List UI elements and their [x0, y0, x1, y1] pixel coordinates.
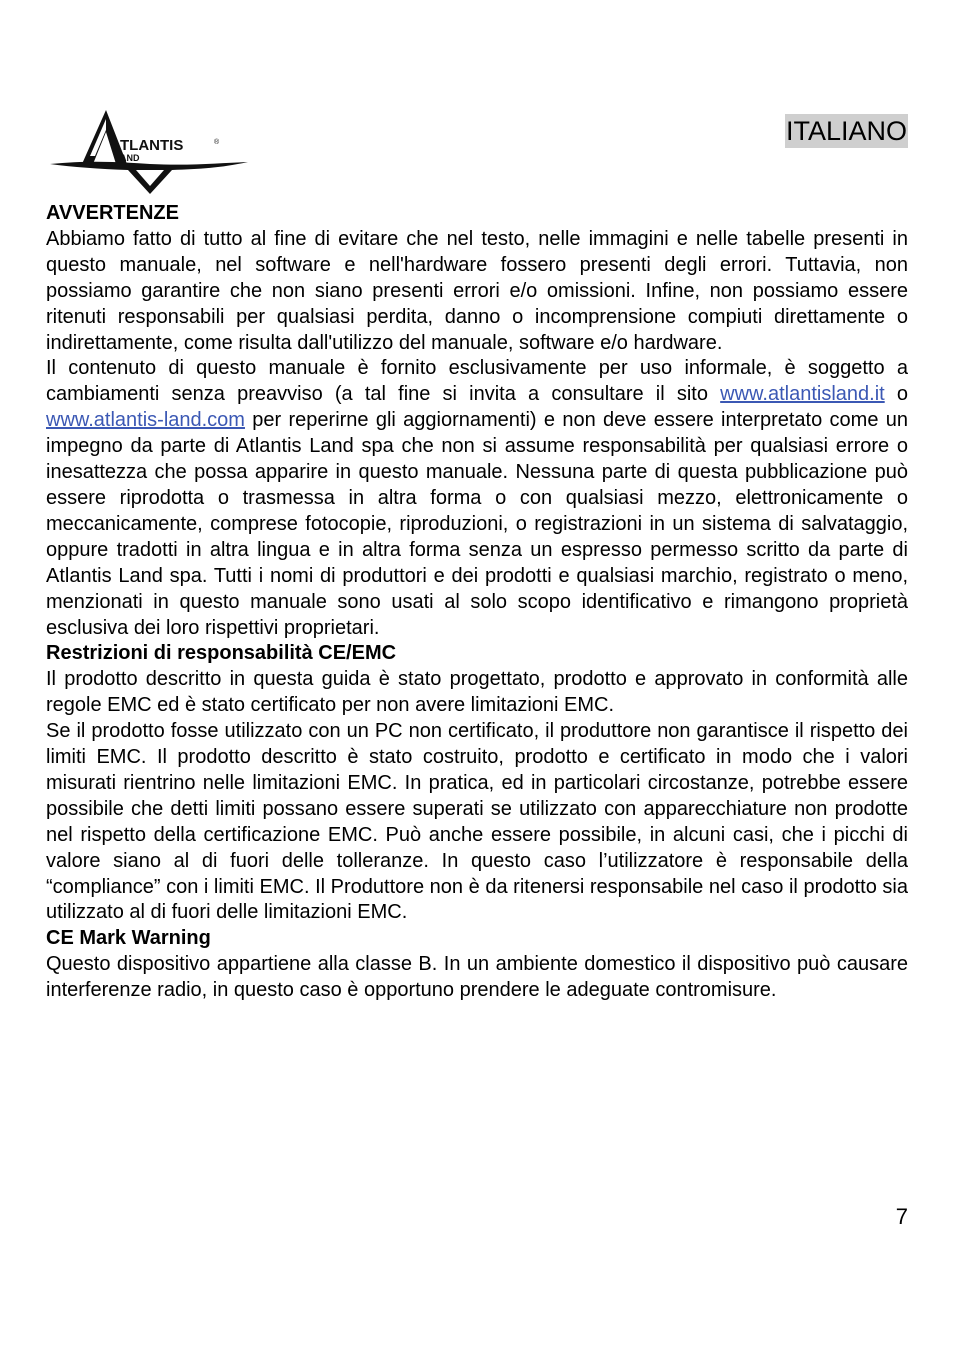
section-title-ce-mark: CE Mark Warning	[46, 927, 211, 950]
atlantis-land-logo	[50, 106, 250, 198]
atlantis-land-logo-icon	[50, 106, 250, 198]
paragraph: Se il prodotto fosse utilizzato con un PC non certificato, il produttore non garantisce il rispetto dei limiti EMC. Il prodotto descritto è stato costruito, prodotto e certificato in modo che i valori misurati rientrino nelle limitazioni EMC. In pratica, ed in particolari circostanze, potrebbe essere possibile che detti limiti possano essere superati se utilizzato con apparecchiature non prodotte nel rispetto della certificazione EMC. Può anche essere possibile, in alcuni casi, che i picchi di valore siano al di fuori delle tolleranze. In questo caso l’utilizzatore è responsabile della “compliance” con i limiti EMC. Il Produttore non è da ritenersi responsabile nel caso il prodotto sia utilizzato al di fuori delle limitazioni EMC.	[46, 720, 908, 924]
paragraph: Il prodotto descritto in questa guida è stato progettato, prodotto e approvato in conformità alle regole EMC ed è stato certificato per non avere limitazioni EMC.	[46, 668, 908, 717]
paragraph-text: Il contenuto di questo manuale è fornito esclusivamente per uso informale, è soggetto a cambiamenti senza preavviso (a tal fine si invita a consultare il sito	[46, 357, 908, 406]
svg-text:TLANTIS: TLANTIS	[120, 137, 184, 154]
document-body	[46, 201, 908, 1004]
svg-text:®: ®	[214, 139, 220, 146]
paragraph-text: o	[884, 383, 909, 406]
paragraph	[46, 356, 908, 641]
paragraph-text: per reperirne gli aggiornamenti) e non deve essere interpretato come un impegno da parte di Atlantis Land spa che non si assume responsabilità per qualsiasi errore o inesattezza che possa apparire in questo manuale. Nessuna parte di questa pubblicazione può essere riprodotta o trasmessa in altra forma o con qualsiasi mezzo, elettronicamente o meccanicamente, comprese fotocopie, riproduzioni, o registrazioni in un sistema di salvataggio, oppure tradotti in altra lingua e in altra forma senza un espresso permesso scritto da parte di Atlantis Land spa. Tutti i nomi di produttori e dei prodotti e qualsiasi marchio, registrato o meno, menzionati in questo manuale sono usati al solo scopo identificativo e rimangono proprietà esclusiva dei loro rispettivi proprietari.	[46, 409, 908, 639]
svg-text:AND: AND	[120, 153, 140, 163]
section-title-ce-emc: Restrizioni di responsabilità CE/EMC	[46, 642, 397, 665]
paragraph: Questo dispositivo appartiene alla classe B. In un ambiente domestico il dispositivo può causare interferenze radio, in questo caso è opportuno prendere le adeguate contromisure.	[46, 953, 908, 1002]
page-number: 7	[895, 1204, 908, 1229]
link-atlantisland-it[interactable]: www.atlantisland.it	[720, 383, 885, 406]
link-atlantis-land-com[interactable]: www.atlantis-land.com	[46, 409, 245, 432]
paragraph: Abbiamo fatto di tutto al fine di evitare che nel testo, nelle immagini e nelle tabelle presenti in questo manuale, nel software e nell'hardware fossero presenti degli errori. Tuttavia, non possiamo garantire che non siano presenti errori e/o omissioni. Infine, non possiamo essere ritenuti responsabili per qualsiasi perdita, danno o incomprensione compiuti direttamente o indirettamente, come risulta dall'utilizzo del manuale, software e/o hardware.	[46, 227, 908, 354]
section-title-avvertenze: AVVERTENZE	[46, 202, 179, 224]
language-label: ITALIANO	[785, 116, 907, 146]
